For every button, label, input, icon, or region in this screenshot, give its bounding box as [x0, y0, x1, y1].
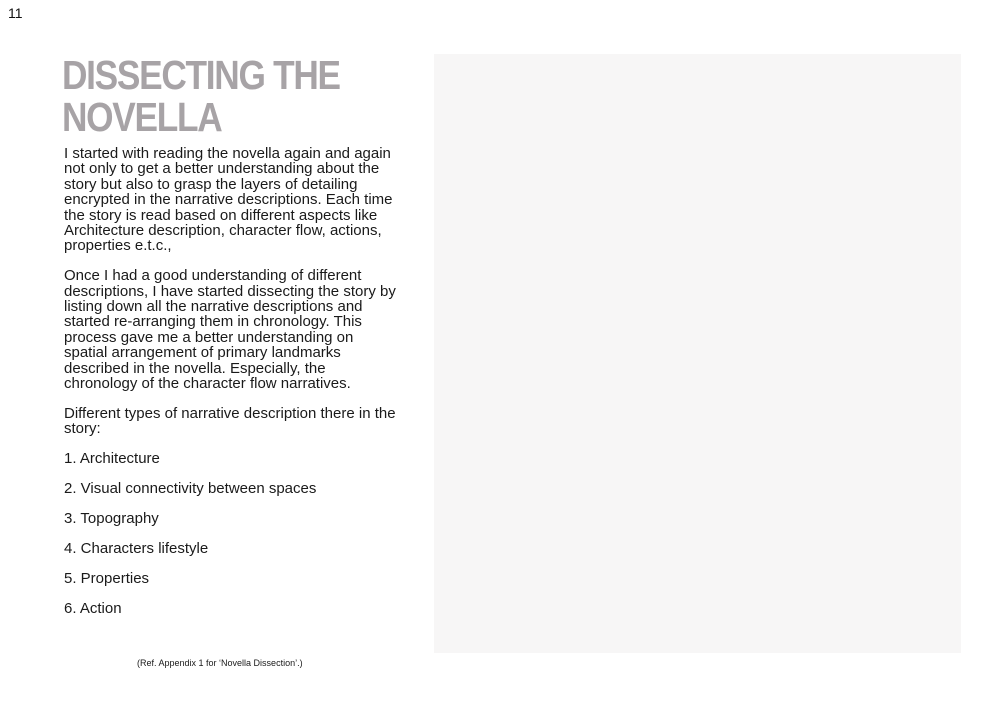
- title-line-1: DISSECTING THE: [62, 52, 340, 98]
- list-item: 6. Action: [64, 599, 122, 617]
- paragraph-intro: I started with reading the novella again and again not only to get a better understanding about the story but also to grasp the layers of detailing encrypted in the narrative descriptions. Each time the story is read based on different aspects like Architecture description, character flow, actions, properties e.t.c.,: [64, 145, 393, 255]
- paragraph-dissection: Once I had a good understanding of different descriptions, I have started dissecting the story by listing down all the narrative descriptions and started re-arranging them in chronology. This process gave me a better understanding on spatial arrangement of primary landmarks described in the novella. Especially, the chronology of the character flow narratives.: [64, 267, 396, 393]
- paragraph-types: Different types of narrative description there in the story:: [64, 404, 396, 438]
- image-placeholder-panel: [434, 54, 961, 653]
- narrative-types-list: [64, 451, 400, 616]
- body-text: [64, 146, 400, 616]
- list-item: 2. Visual connectivity between spaces: [64, 480, 317, 498]
- list-item: 3. Topography: [64, 510, 159, 528]
- list-item: 1. Architecture: [64, 450, 160, 468]
- list-item: 4. Characters lifestyle: [64, 540, 209, 557]
- page-number: 11: [8, 5, 23, 21]
- reference-note: (Ref. Appendix 1 for ‘Novella Dissection’.): [137, 658, 303, 668]
- list-item: 5. Properties: [64, 569, 150, 587]
- title-line-2: NOVELLA: [62, 94, 222, 140]
- page-title: [62, 54, 354, 138]
